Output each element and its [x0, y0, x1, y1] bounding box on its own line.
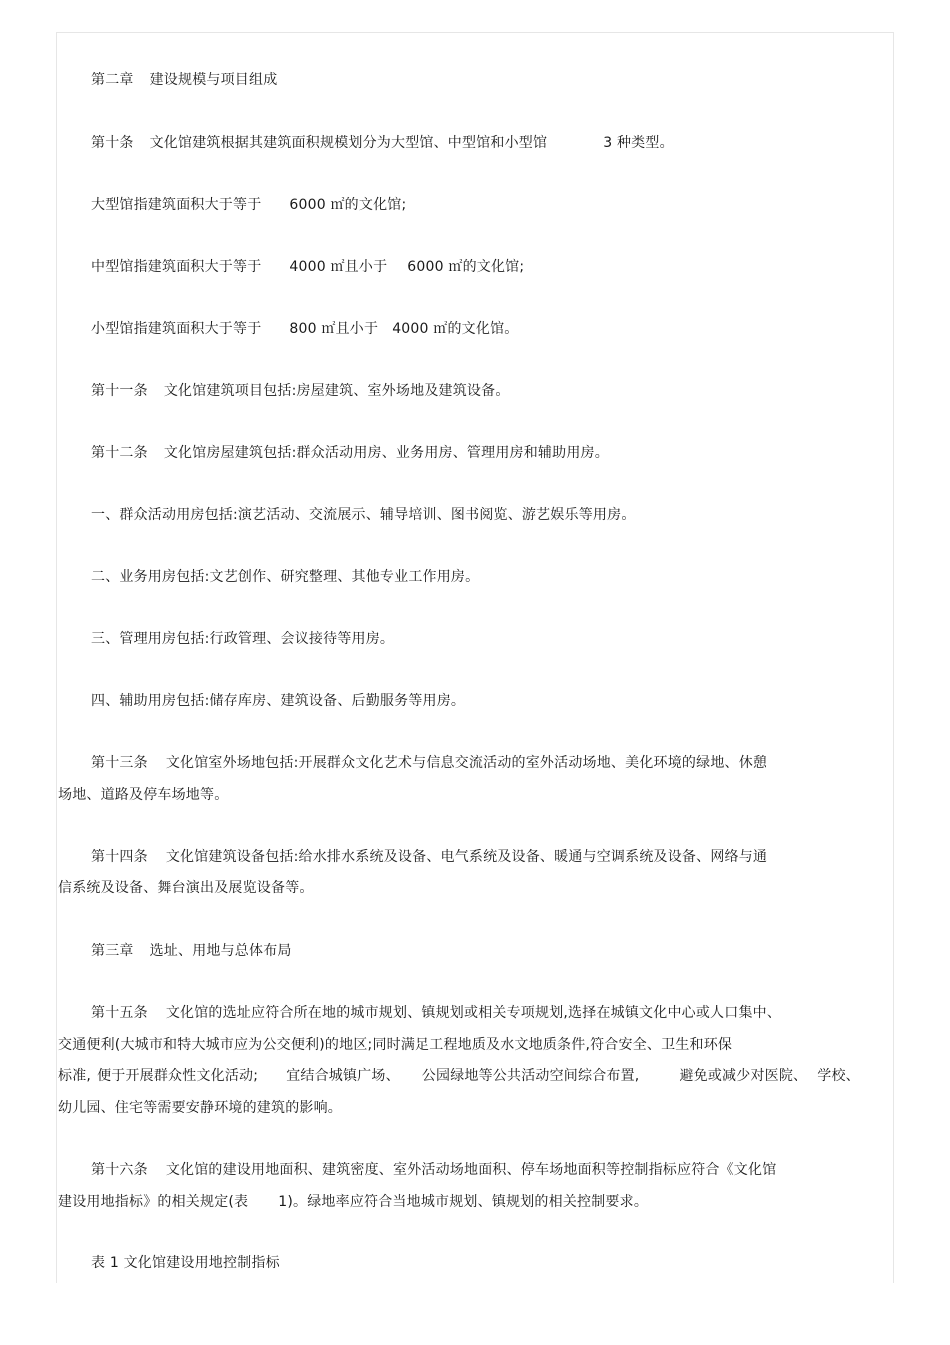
article-text: 宜结合城镇广场、 [286, 1068, 400, 1084]
definition-text: 中型馆指建筑面积大于等于 [91, 259, 262, 275]
article-11 [91, 382, 510, 400]
definition-text: 小型馆指建筑面积大于等于 [91, 321, 262, 337]
article-label: 第十一条 [91, 383, 148, 399]
article-16-line1 [91, 1161, 776, 1179]
chapter-title: 建设规模与项目组成 [149, 72, 278, 88]
list-item-2: 二、业务用房包括:文艺创作、研究整理、其他专业工作用房。 [91, 569, 480, 585]
medium-hall-definition [91, 258, 524, 276]
article-label: 第十五条 [91, 1005, 148, 1021]
article-15-line4: 幼儿园、住宅等需要安静环境的建筑的影响。 [58, 1100, 342, 1116]
article-text: 避免或减少对医院、 [679, 1068, 808, 1084]
article-text: 文化馆建筑根据其建筑面积规模划分为大型馆、中型馆和小型馆 [149, 135, 548, 151]
article-text: 文化馆建筑设备包括:给水排水系统及设备、电气系统及设备、暖通与空调系统及设备、网络与通 [165, 849, 768, 865]
article-text: 文化馆室外场地包括:开展群众文化艺术与信息交流活动的室外活动场地、美化环境的绿地、休憩 [165, 755, 768, 771]
definition-value: 4000 ㎡的文化馆。 [392, 321, 519, 337]
chapter3-heading [91, 942, 292, 960]
article-15-line3 [58, 1067, 860, 1085]
small-hall-definition [91, 320, 518, 338]
article-text: 公园绿地等公共活动空间综合布置, [421, 1068, 640, 1084]
list-item-4: 四、辅助用房包括:储存库房、建筑设备、后勤服务等用房。 [91, 693, 466, 709]
article-12 [91, 444, 609, 462]
chapter-title: 选址、用地与总体布局 [149, 943, 292, 959]
article-label: 第十四条 [91, 849, 148, 865]
article-label: 第十三条 [91, 755, 148, 771]
article-14-line2: 信系统及设备、舞台演出及展览设备等。 [58, 880, 314, 896]
article-label: 第十条 [91, 135, 134, 151]
article-14-line1 [91, 848, 767, 866]
definition-value: 800 ㎡且小于 [289, 321, 379, 337]
article-label: 第十二条 [91, 445, 148, 461]
article-16-line2 [58, 1193, 648, 1211]
table-caption: 表 1 文化馆建设用地控制指标 [91, 1255, 280, 1271]
chapter-label: 第二章 [91, 72, 134, 88]
chapter2-heading [91, 71, 277, 89]
article-10 [91, 134, 674, 152]
article-text: 文化馆的建设用地面积、建筑密度、室外活动场地面积、停车场地面积等控制指标应符合《文化馆 [165, 1162, 777, 1178]
chapter-label: 第三章 [91, 943, 134, 959]
article-13-line2: 场地、道路及停车场地等。 [58, 787, 229, 803]
definition-value: 6000 ㎡的文化馆; [289, 197, 407, 213]
list-item-1: 一、群众活动用房包括:演艺活动、交流展示、辅导培训、图书阅览、游艺娱乐等用房。 [91, 507, 636, 523]
article-text-tail: 3 种类型。 [603, 135, 674, 151]
article-15-line2: 交通便利(大城市和特大城市应为公交便利)的地区;同时满足工程地质及水文地质条件,符合安全、卫生和环保 [58, 1037, 733, 1053]
article-text: 便于开展群众性文化活动; [97, 1068, 259, 1084]
definition-value: 6000 ㎡的文化馆; [407, 259, 525, 275]
article-text: 文化馆的选址应符合所在地的城市规划、镇规划或相关专项规划,选择在城镇文化中心或人口集中、 [165, 1005, 782, 1021]
article-text: 1)。绿地率应符合当地城市规划、镇规划的相关控制要求。 [278, 1194, 649, 1210]
definition-text: 大型馆指建筑面积大于等于 [91, 197, 262, 213]
article-13-line1 [91, 754, 767, 772]
large-hall-definition [91, 196, 406, 214]
article-text: 建设用地指标》的相关规定(表 [58, 1194, 249, 1210]
article-text: 学校、 [817, 1068, 860, 1084]
page-frame [56, 32, 894, 1283]
article-label: 第十六条 [91, 1162, 148, 1178]
article-15-line1 [91, 1004, 781, 1022]
article-text: 标准, [58, 1068, 92, 1084]
definition-value: 4000 ㎡且小于 [289, 259, 388, 275]
list-item-3: 三、管理用房包括:行政管理、会议接待等用房。 [91, 631, 395, 647]
article-text: 文化馆房屋建筑包括:群众活动用房、业务用房、管理用房和辅助用房。 [163, 445, 609, 461]
article-text: 文化馆建筑项目包括:房屋建筑、室外场地及建筑设备。 [163, 383, 510, 399]
